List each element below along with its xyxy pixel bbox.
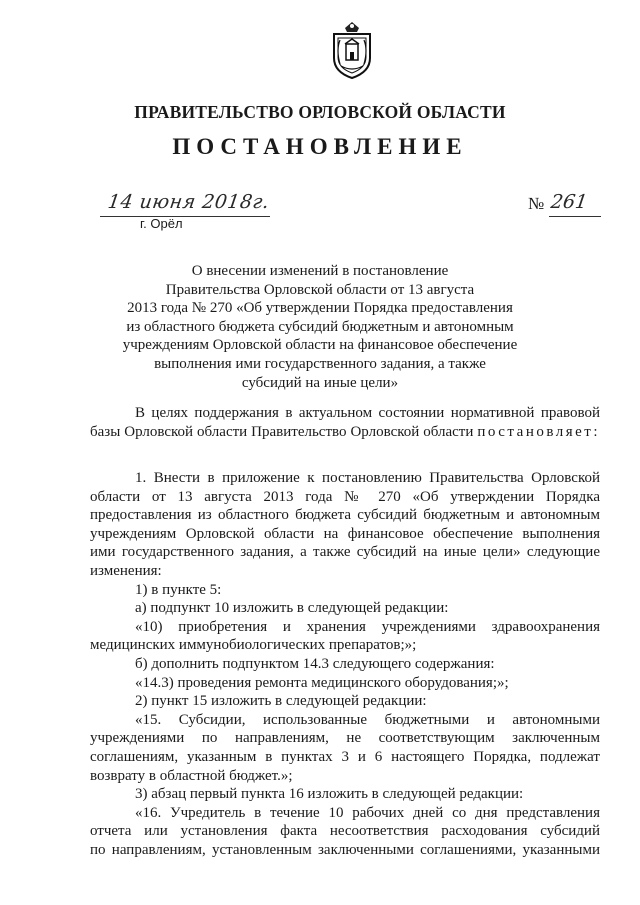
subject-line: из областного бюджета субсидий бюджетным и автономным [126,318,514,335]
body-line: б) дополнить подпунктом 14.3 следующего содержания: [135,655,495,672]
body-line: соглашениям, указанным в пунктах 3 и 6 настоящего Порядка, подлежат [90,748,600,765]
organization-name: ПРАВИТЕЛЬСТВО ОРЛОВСКОЙ ОБЛАСТИ [134,102,506,122]
body-line: по направлениям, установленным заключенными соглашениями, указанными [90,841,600,858]
handwritten-number: 261 [549,191,589,213]
body-line: учреждениями по направлениям, не соответствующим заключенным [90,730,600,747]
body-line: отчета или установления факта несоответствия расходования субсидий [90,823,600,840]
document-date [100,193,270,217]
number-sign: № [528,194,545,213]
body-line: а) подпункт 10 изложить в следующей редакции: [135,600,449,617]
body-line: медицинских иммунобиологических препаратов;»; [90,637,417,654]
body-line: «16. Учредитель в течение 10 рабочих дней со дня представления [135,804,600,821]
body-line: «10) приобретения и хранения учреждениями здравоохранения [135,618,600,635]
document-type: ПОСТАНОВЛЕНИЕ [172,134,468,159]
preamble-resolve-word: постановляет: [477,423,600,440]
document-subject [110,262,530,392]
preamble-text: базы Орловской области Правительство Орловской области [90,423,478,440]
preamble [90,404,600,441]
subject-line: 2013 года № 270 «Об утверждении Порядка предоставления [127,300,513,317]
body-line: возврату в областной бюджет.»; [90,767,293,784]
subject-line: О внесении изменений в постановление [191,263,449,279]
body-line: предоставления из областного бюджета субсидий бюджетным и автономным [90,507,600,524]
date-underline [100,216,270,217]
subject-line: Правительства Орловской области от 13 августа [165,281,475,298]
subject-line: выполнения ими государственного задания, а также [154,355,486,372]
handwritten-date: 14 июня 2018г. [106,191,271,213]
body-line: ими государственного задания, а также субсидий на иные цели» следующие [90,544,600,561]
subject-line: учреждениям Орловской области на финансовое обеспечение [122,337,518,354]
body-line: «15. Субсидии, использованные бюджетными и автономными [135,711,600,728]
preamble-line: В целях поддержания в актуальном состоянии нормативной правовой [135,405,600,421]
body-line: 1) в пункте 5: [135,581,222,598]
main-body [90,469,600,859]
body-line: «14.3) проведения ремонта медицинского оборудования;»; [135,674,509,691]
body-line: 1. Внести в приложение к постановлению Правительства Орловской [135,470,600,486]
body-line: учреждениям Орловской области на финансовое обеспечение выполнения [90,525,600,542]
document-number [549,193,601,217]
body-line: области от 13 августа 2013 года № 270 «Об утверждении Порядка [90,488,600,505]
body-line: 2) пункт 15 изложить в следующей редакции: [135,693,427,710]
body-line: 3) абзац первый пункта 16 изложить в следующей редакции: [135,786,524,803]
city-label: г. Орёл [140,216,183,231]
coat-of-arms-icon [329,20,375,80]
body-line: изменения: [90,562,162,579]
preamble-line [90,423,600,442]
subject-line: субсидий на иные цели» [241,374,399,391]
number-underline [549,216,601,217]
